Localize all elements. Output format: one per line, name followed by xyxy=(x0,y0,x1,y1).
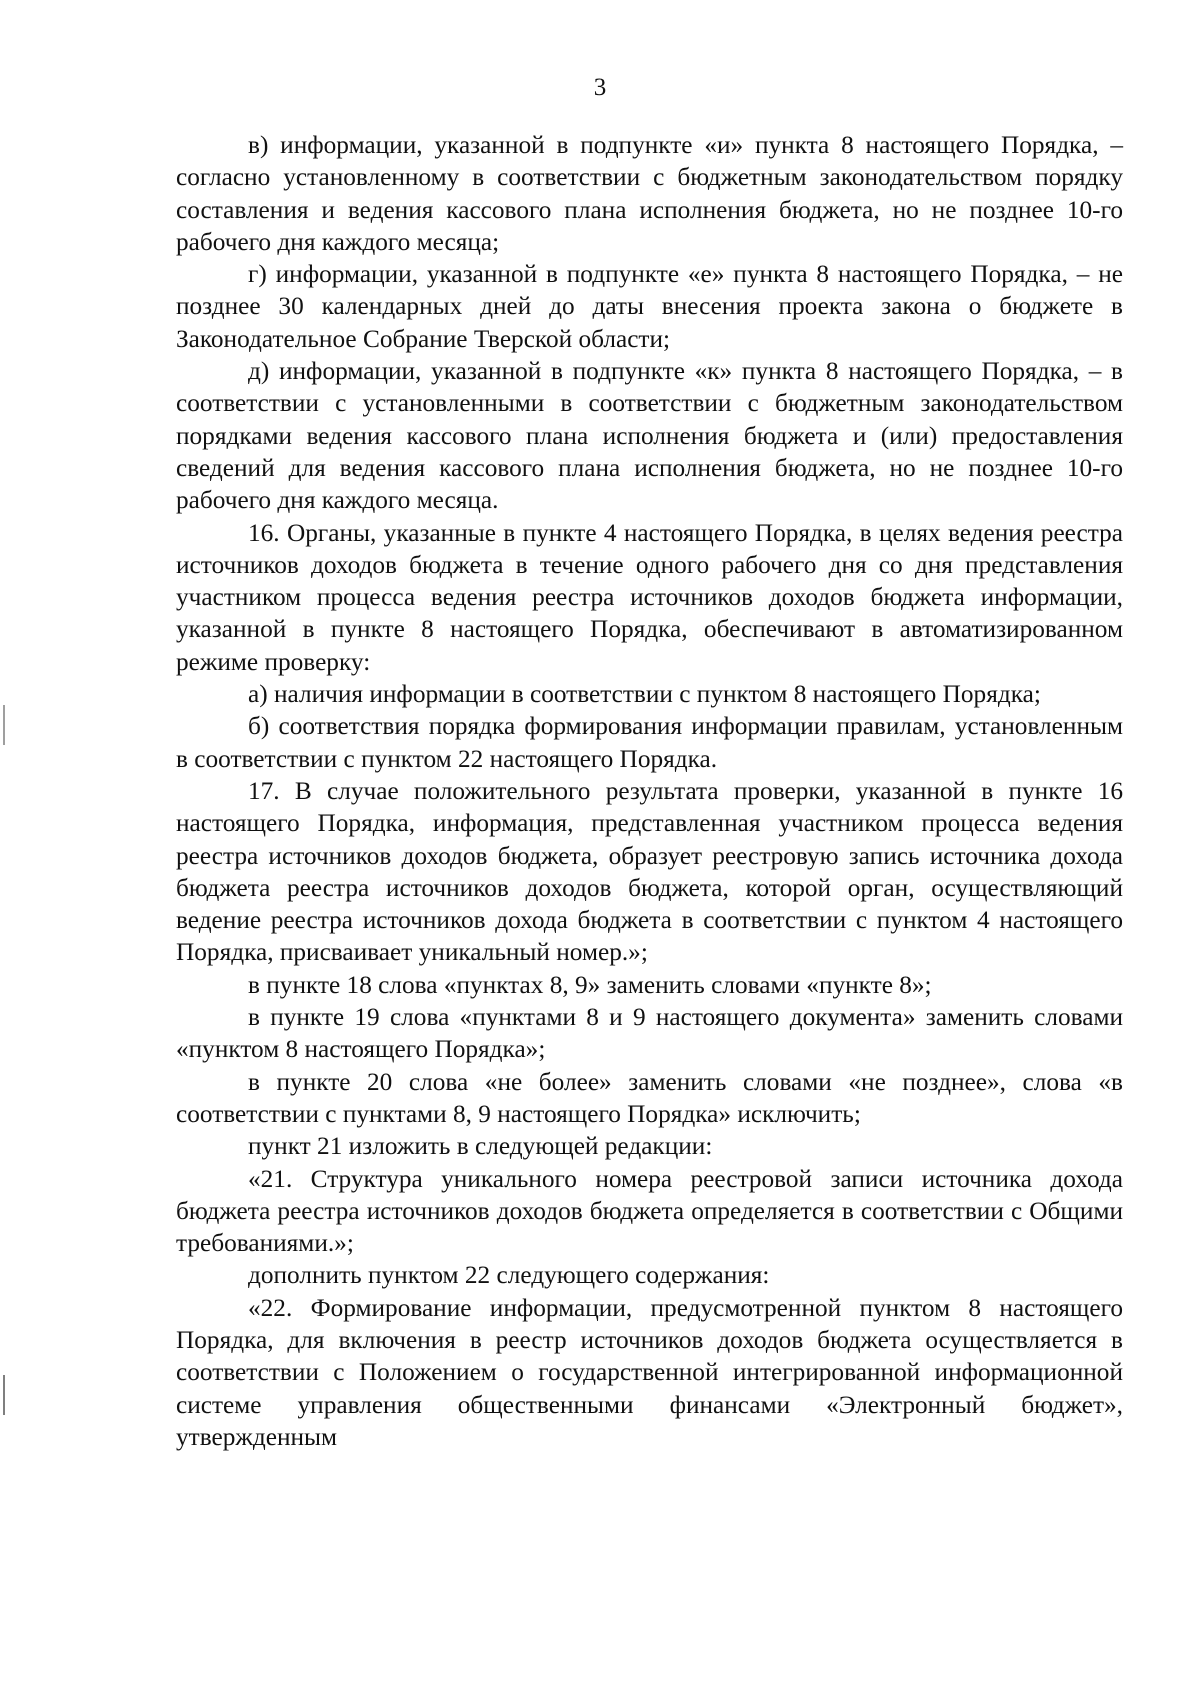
scan-mark-left-2 xyxy=(3,1375,5,1415)
paragraph-item-20: в пункте 20 слова «не более» заменить словами «не позднее», слова «в соответствии с пунктами 8, 9 настоящего Порядка» исключить; xyxy=(176,1067,1123,1128)
page-number: 3 xyxy=(593,74,607,101)
paragraph-22: «22. Формирование информации, предусмотренной пунктом 8 настоящего Порядка, для включения в реестр источников доходов бюджета осуществляется в соответствии с Положением о государственной интегрированной информационной системе управления общественными финансами «Электронный бюджет», утвержденным xyxy=(176,1293,1123,1451)
paragraph-16: 16. Органы, указанные в пункте 4 настоящего Порядка, в целях ведения реестра источников доходов бюджета в течение одного рабочего дня со дня представления участником процесса ведения реестра источников доходов бюджета информации, указанной в пункте 8 настоящего Порядка, обеспечивают в автоматизированном режиме проверку: xyxy=(176,518,1123,676)
paragraph-16a: а) наличия информации в соответствии с пунктом 8 настоящего Порядка; xyxy=(248,680,1041,709)
paragraph-16b: б) соответствия порядка формирования информации правилам, установленным в соответствии с пунктом 22 настоящего Порядка. xyxy=(176,712,1123,773)
paragraph-g: г) информации, указанной в подпункте «е» пункта 8 настоящего Порядка, – не позднее 30 календарных дней до даты внесения проекта закона о бюджете в Законодательное Собрание Тверской области; xyxy=(176,260,1123,353)
paragraph-21: «21. Структура уникального номера реестровой записи источника дохода бюджета реестра источников доходов бюджета определяется в соответствии с Общими требованиями.»; xyxy=(176,1164,1123,1258)
paragraph-item-21-intro: пункт 21 изложить в следующей редакции: xyxy=(248,1132,713,1161)
paragraph-item-19: в пункте 19 слова «пунктами 8 и 9 настоящего документа» заменить словами «пунктом 8 настоящего Порядка»; xyxy=(176,1003,1123,1064)
paragraph-d: д) информации, указанной в подпункте «к» пункта 8 настоящего Порядка, – в соответствии с установленными в соответствии с бюджетным законодательством порядками ведения кассового плана исполнения бюджета и (или) предоставления сведений для ведения кассового плана исполнения бюджета, но не позднее 10-го рабочего дня каждого месяца. xyxy=(176,357,1123,515)
document-body xyxy=(176,129,1123,1453)
paragraph-item-18: в пункте 18 слова «пунктах 8, 9» заменить словами «пункте 8»; xyxy=(248,970,932,999)
scan-mark-left-1 xyxy=(3,705,5,745)
paragraph-item-22-intro: дополнить пунктом 22 следующего содержания: xyxy=(248,1261,770,1290)
paragraph-v: в) информации, указанной в подпункте «и» пункта 8 настоящего Порядка, – согласно установленному в соответствии с бюджетным законодательством порядку составления и ведения кассового плана исполнения бюджета, но не позднее 10-го рабочего дня каждого месяца; xyxy=(176,131,1123,256)
paragraph-17: 17. В случае положительного результата проверки, указанной в пункте 16 настоящего Порядка, информация, представленная участником процесса ведения реестра источников доходов бюджета, образует реестровую запись источника дохода бюджета реестра источников доходов бюджета, которой орган, осуществляющий ведение реестра источников дохода бюджета в соответствии с пунктом 4 настоящего Порядка, присваивает уникальный номер.»; xyxy=(176,776,1123,967)
